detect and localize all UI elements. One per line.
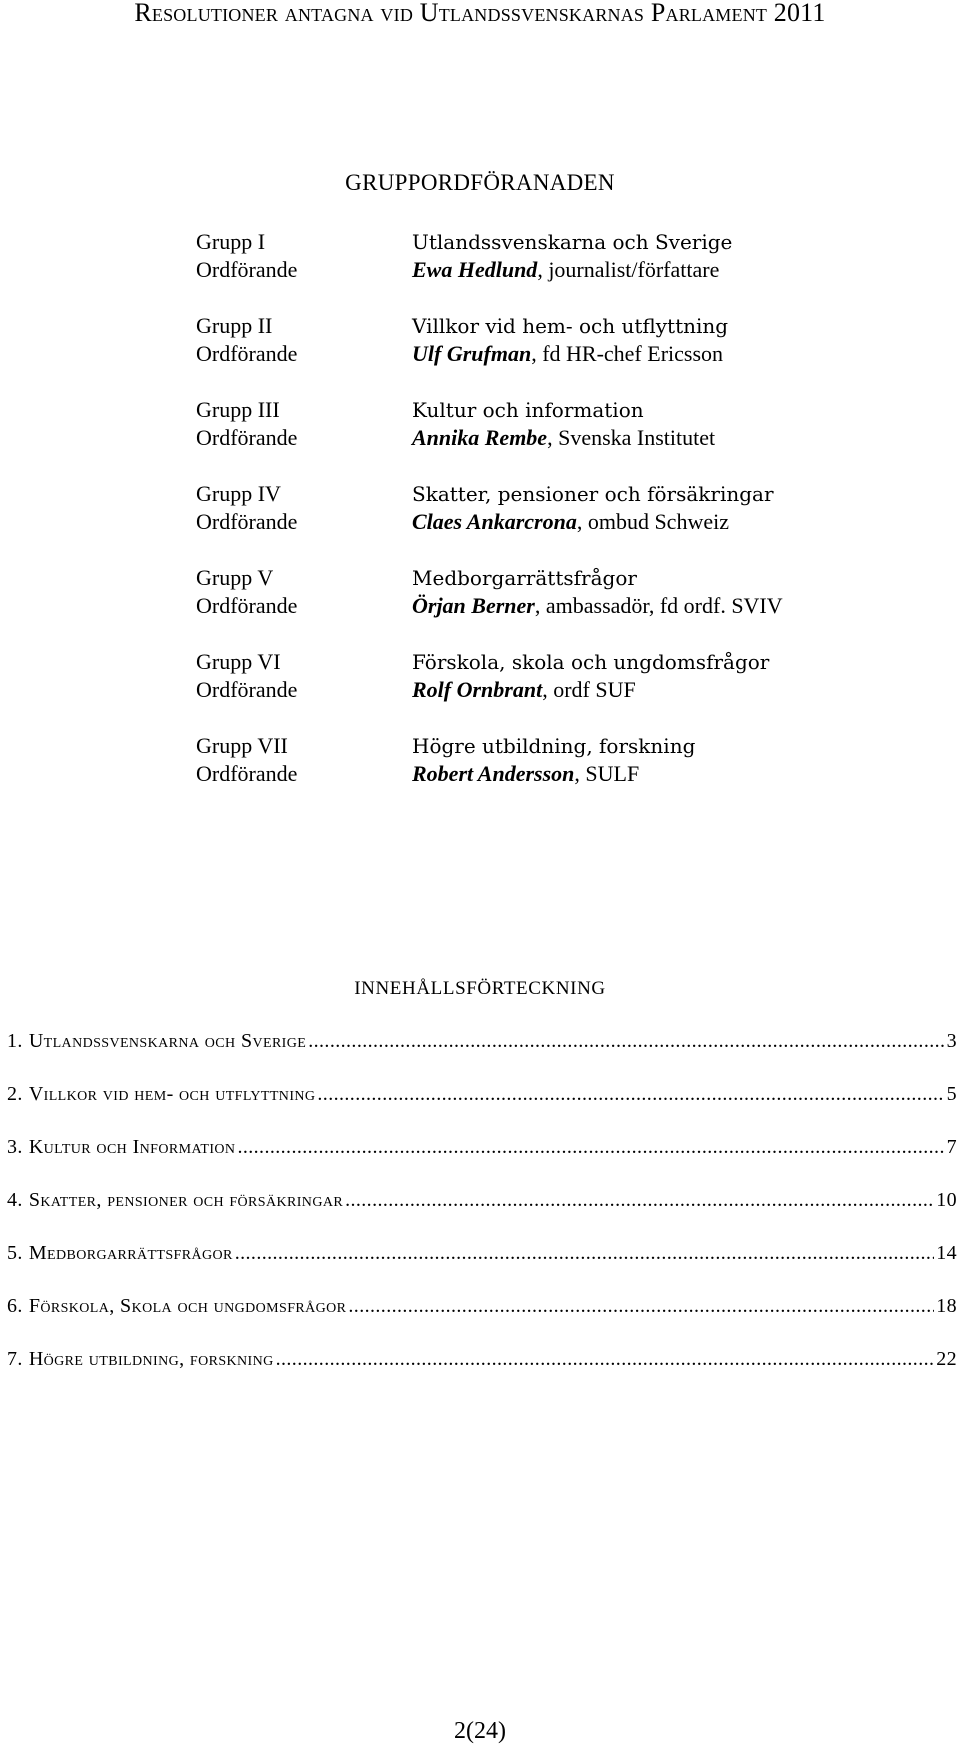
toc-entry-title: Utlandssvenskarna och Sverige: [28, 1030, 307, 1052]
group-label: Grupp IV: [196, 481, 281, 506]
chair-affiliation: , SULF: [574, 761, 640, 786]
chair-name: Ewa Hedlund: [412, 257, 538, 282]
chair-name: Robert Andersson: [412, 761, 575, 786]
group-topic: Förskola, skola och ungdomsfrågor: [412, 650, 770, 674]
group-topic: Högre utbildning, forskning: [412, 734, 696, 758]
chair-affiliation: , ambassadör, fd ordf. SVIV: [534, 593, 783, 618]
toc-leader-dots: [235, 1242, 934, 1265]
table-of-contents: [7, 1030, 957, 1401]
role-label: Ordförande: [196, 257, 298, 282]
chair-affiliation: , ombud Schweiz: [576, 509, 729, 534]
chair-name: Annika Rembe: [412, 425, 548, 450]
toc-entry[interactable]: [7, 1295, 957, 1348]
role-label: Ordförande: [196, 425, 298, 450]
role-label: Ordförande: [196, 341, 298, 366]
chair-name: Claes Ankarcrona: [412, 509, 577, 534]
running-header: Resolutioner antagna vid Utlandssvenskarnas Parlament 2011: [134, 0, 826, 27]
group-topic: Utlandssvenskarna och Sverige: [412, 230, 733, 254]
chair-line: [412, 592, 783, 620]
group-chairs-list: [196, 228, 916, 816]
chair-line: [412, 340, 723, 368]
toc-entry-number: 5.: [7, 1242, 23, 1264]
toc-entry-number: 4.: [7, 1189, 23, 1211]
toc-entry[interactable]: [7, 1242, 957, 1295]
chair-name: Örjan Berner: [412, 593, 535, 618]
role-label: Ordförande: [196, 509, 298, 534]
toc-entry-title: Skatter, pensioner och försäkringar: [28, 1189, 344, 1211]
chair-line: [412, 424, 715, 452]
toc-entry-number: 3.: [7, 1136, 23, 1158]
toc-entry-page: 22: [936, 1348, 957, 1370]
chair-line: [412, 760, 639, 788]
toc-leader-dots: [348, 1295, 934, 1318]
toc-entry-title: Kultur och Information: [28, 1136, 236, 1158]
chair-line: [412, 676, 636, 704]
chair-affiliation: , ordf SUF: [542, 677, 636, 702]
toc-title: INNEHÅLLSFÖRTECKNING: [354, 978, 606, 999]
role-label: Ordförande: [196, 593, 298, 618]
toc-entry[interactable]: [7, 1136, 957, 1189]
group-entry: [196, 732, 916, 816]
toc-leader-dots: [237, 1136, 944, 1159]
group-label: Grupp II: [196, 313, 273, 338]
toc-entry-title: Förskola, Skola och ungdomsfrågor: [28, 1295, 347, 1317]
group-entry: [196, 648, 916, 732]
toc-entry[interactable]: [7, 1030, 957, 1083]
section-heading: GRUPPORDFÖRANADEN: [345, 170, 615, 195]
chair-affiliation: , journalist/författare: [537, 257, 720, 282]
chair-line: [412, 256, 719, 284]
page-number: 2(24): [454, 1718, 506, 1744]
chair-affiliation: , fd HR-chef Ericsson: [531, 341, 724, 366]
toc-entry-page: 7: [946, 1136, 957, 1158]
toc-entry-title: Medborgarrättsfrågor: [28, 1242, 233, 1264]
group-label: Grupp V: [196, 565, 274, 590]
toc-leader-dots: [345, 1189, 934, 1212]
toc-entry-page: 3: [946, 1030, 957, 1052]
toc-leader-dots: [308, 1030, 944, 1053]
group-entry: [196, 228, 916, 312]
toc-entry-number: 6.: [7, 1295, 23, 1317]
role-label: Ordförande: [196, 761, 298, 786]
group-label: Grupp III: [196, 397, 280, 422]
toc-entry[interactable]: [7, 1083, 957, 1136]
toc-leader-dots: [317, 1083, 944, 1106]
toc-entry[interactable]: [7, 1348, 957, 1401]
chair-line: [412, 508, 729, 536]
toc-entry-page: 5: [946, 1083, 957, 1105]
toc-entry-title: Högre utbildning, forskning: [28, 1348, 274, 1370]
group-entry: [196, 480, 916, 564]
group-label: Grupp VII: [196, 733, 288, 758]
toc-entry-page: 14: [936, 1242, 957, 1264]
group-topic: Kultur och information: [412, 398, 644, 422]
group-topic: Villkor vid hem- och utflyttning: [412, 314, 729, 338]
role-label: Ordförande: [196, 677, 298, 702]
chair-affiliation: , Svenska Institutet: [547, 425, 716, 450]
group-label: Grupp VI: [196, 649, 281, 674]
toc-entry-title: Villkor vid hem- och utflyttning: [28, 1083, 316, 1105]
group-topic: Medborgarrättsfrågor: [412, 566, 637, 590]
toc-entry-page: 18: [936, 1295, 957, 1317]
toc-leader-dots: [276, 1348, 935, 1371]
group-entry: [196, 312, 916, 396]
group-label: Grupp I: [196, 229, 266, 254]
chair-name: Ulf Grufman: [412, 341, 532, 366]
chair-name: Rolf Ornbrant: [412, 677, 543, 702]
toc-entry-number: 2.: [7, 1083, 23, 1105]
group-topic: Skatter, pensioner och försäkringar: [412, 482, 774, 506]
toc-entry-page: 10: [936, 1189, 957, 1211]
toc-entry-number: 7.: [7, 1348, 23, 1370]
toc-entry[interactable]: [7, 1189, 957, 1242]
group-entry: [196, 396, 916, 480]
toc-entry-number: 1.: [7, 1030, 23, 1052]
group-entry: [196, 564, 916, 648]
